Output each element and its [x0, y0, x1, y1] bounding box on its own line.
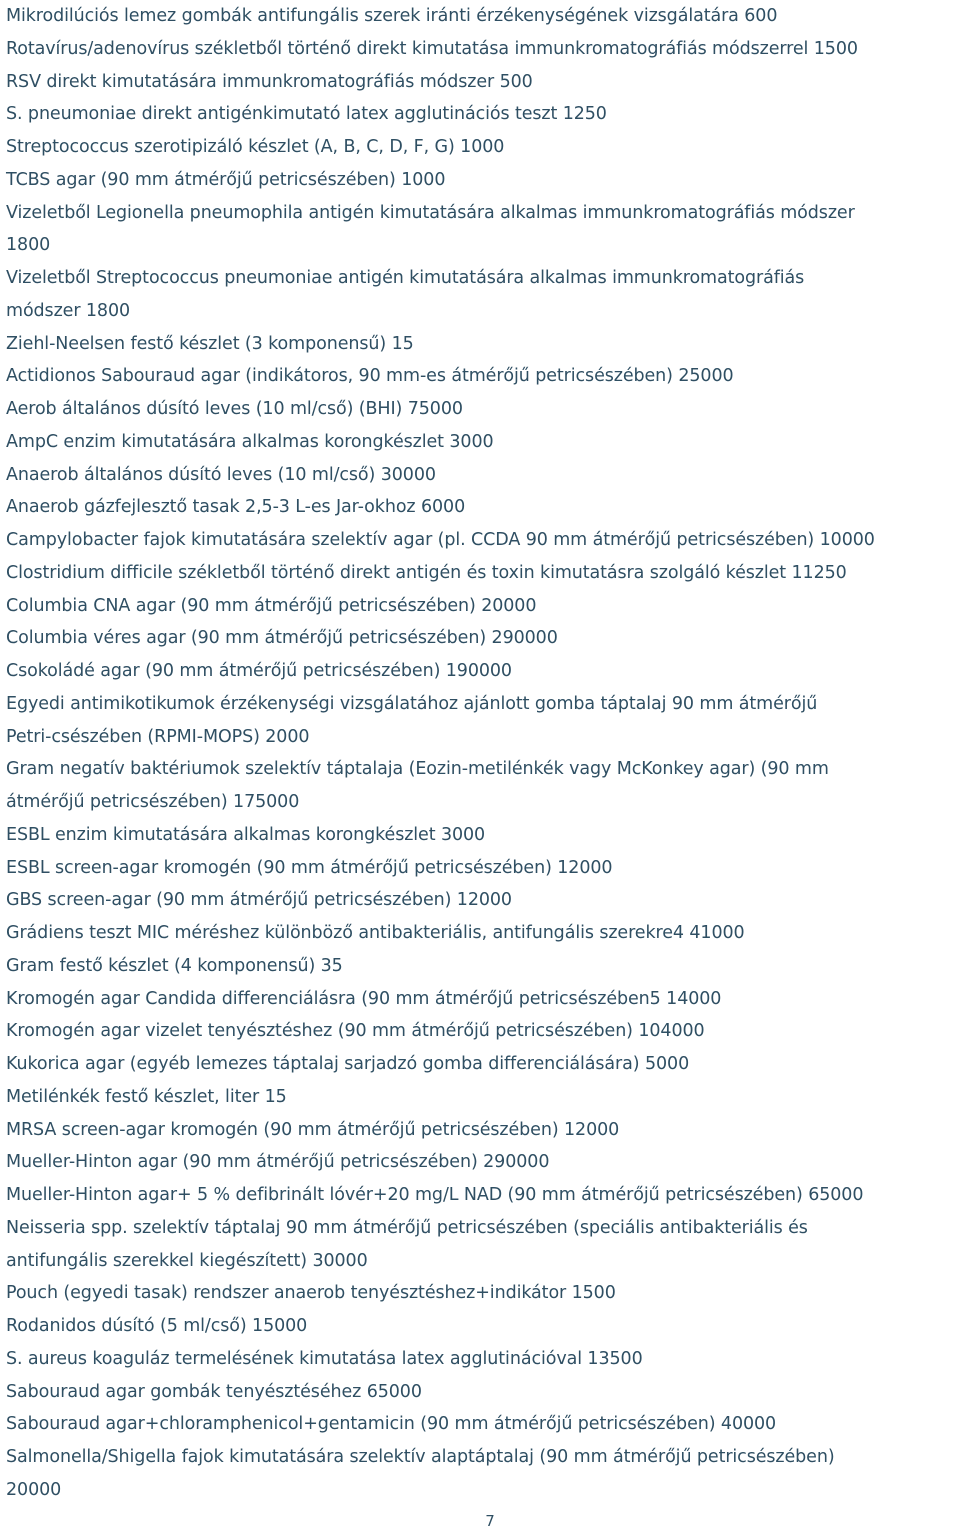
- text-line: Vizeletből Streptococcus pneumoniae antigén kimutatására alkalmas immunkromatográfiás: [6, 268, 805, 288]
- text-line: Mueller-Hinton agar+ 5 % defibrinált lóvér+20 mg/L NAD (90 mm átmérőjű petricsészében) 65000: [6, 1185, 864, 1205]
- text-line: S. pneumoniae direkt antigénkimutató latex agglutinációs teszt 1250: [6, 104, 607, 125]
- text-line: Kromogén agar vizelet tenyésztéshez (90 mm átmérőjű petricsészében) 104000: [6, 1021, 705, 1042]
- text-line: Kromogén agar Candida differenciálásra (90 mm átmérőjű petricsészében5 14000: [6, 988, 722, 1009]
- text-line: Metilénkék festő készlet, liter 15: [6, 1086, 287, 1107]
- text-line: Neisseria spp. szelektív táptalaj 90 mm átmérőjű petricsészében (speciális antibakteriális és: [6, 1217, 808, 1238]
- text-line: Kukorica agar (egyéb lemezes táptalaj sarjadzó gomba differenciálására) 5000: [6, 1054, 690, 1074]
- text-line: Sabouraud agar+chloramphenicol+gentamicin (90 mm átmérőjű petricsészében) 40000: [6, 1414, 777, 1435]
- text-line: ESBL screen-agar kromogén (90 mm átmérőjű petricsészében) 12000: [6, 857, 613, 878]
- text-line: Streptococcus szerotipizáló készlet (A, B, C, D, F, G) 1000: [6, 137, 505, 157]
- text-line: Campylobacter fajok kimutatására szelektív agar (pl. CCDA 90 mm átmérőjű petricsészében) 10000: [6, 530, 875, 550]
- text-line: átmérőjű petricsészében) 175000: [6, 792, 300, 812]
- text-line: Salmonella/Shigella fajok kimutatására szelektív alaptáptalaj (90 mm átmérőjű petricsészében): [6, 1447, 835, 1467]
- text-line: Csokoládé agar (90 mm átmérőjű petricsészében) 190000: [6, 661, 512, 681]
- text-line: Actidionos Sabouraud agar (indikátoros, 90 mm-es átmérőjű petricsészében) 25000: [6, 366, 734, 387]
- text-line: Gram festő készlet (4 komponensű) 35: [6, 955, 343, 976]
- text-line: módszer 1800: [6, 300, 131, 321]
- text-line: Vizeletből Legionella pneumophila antigén kimutatására alkalmas immunkromatográfiás módszer: [6, 202, 855, 223]
- text-line: S. aureus koaguláz termelésének kimutatása latex agglutinációval 13500: [6, 1348, 643, 1369]
- page-number: 7: [485, 1512, 495, 1530]
- text-line: Aerob általános dúsító leves (10 ml/cső) (BHI) 75000: [6, 399, 463, 419]
- text-line: Mikrodilúciós lemez gombák antifungális szerek iránti érzékenységének vizsgálatára 600: [6, 6, 778, 26]
- text-line: TCBS agar (90 mm átmérőjű petricsészében) 1000: [6, 169, 446, 190]
- text-line: Anaerob általános dúsító leves (10 ml/cső) 30000: [6, 464, 436, 485]
- text-line: Rodanidos dúsító (5 ml/cső) 15000: [6, 1316, 308, 1336]
- document-body: [6, 0, 951, 1507]
- text-line: Egyedi antimikotikumok érzékenységi vizsgálatához ajánlott gomba táptalaj 90 mm átmérőjű: [6, 693, 818, 714]
- text-line: 1800: [6, 235, 51, 256]
- text-line: Columbia véres agar (90 mm átmérőjű petricsészében) 290000: [6, 628, 558, 649]
- text-line: Rotavírus/adenovírus székletből történő direkt kimutatása immunkromatográfiás módszerrel 1500: [6, 38, 858, 59]
- text-line: MRSA screen-agar kromogén (90 mm átmérőjű petricsészében) 12000: [6, 1119, 620, 1140]
- text-line: Pouch (egyedi tasak) rendszer anaerob tenyésztéshez+indikátor 1500: [6, 1283, 616, 1304]
- text-line: Clostridium difficile székletből történő direkt antigén és toxin kimutatásra szolgáló készlet 11250: [6, 562, 847, 583]
- text-line: GBS screen-agar (90 mm átmérőjű petricsészében) 12000: [6, 890, 512, 911]
- text-line: Anaerob gázfejlesztő tasak 2,5-3 L-es Jar-okhoz 6000: [6, 497, 466, 518]
- text-line: 20000: [6, 1479, 62, 1500]
- text-line: Mueller-Hinton agar (90 mm átmérőjű petricsészében) 290000: [6, 1152, 550, 1173]
- text-line: AmpC enzim kimutatására alkalmas korongkészlet 3000: [6, 431, 494, 452]
- text-line: Ziehl-Neelsen festő készlet (3 komponensű) 15: [6, 333, 414, 354]
- text-line: Gram negatív baktériumok szelektív táptalaja (Eozin-metilénkék vagy McKonkey agar) (90 mm: [6, 759, 829, 780]
- text-line: Petri-csészében (RPMI-MOPS) 2000: [6, 726, 310, 747]
- text-line: ESBL enzim kimutatására alkalmas korongkészlet 3000: [6, 824, 486, 845]
- text-line: RSV direkt kimutatására immunkromatográfiás módszer 500: [6, 71, 533, 92]
- text-line: antifungális szerekkel kiegészített) 30000: [6, 1250, 368, 1271]
- text-line: Grádiens teszt MIC méréshez különböző antibakteriális, antifungális szerekre4 41000: [6, 923, 745, 943]
- text-line: Sabouraud agar gombák tenyésztéséhez 65000: [6, 1381, 422, 1402]
- text-line: Columbia CNA agar (90 mm átmérőjű petricsészében) 20000: [6, 595, 537, 616]
